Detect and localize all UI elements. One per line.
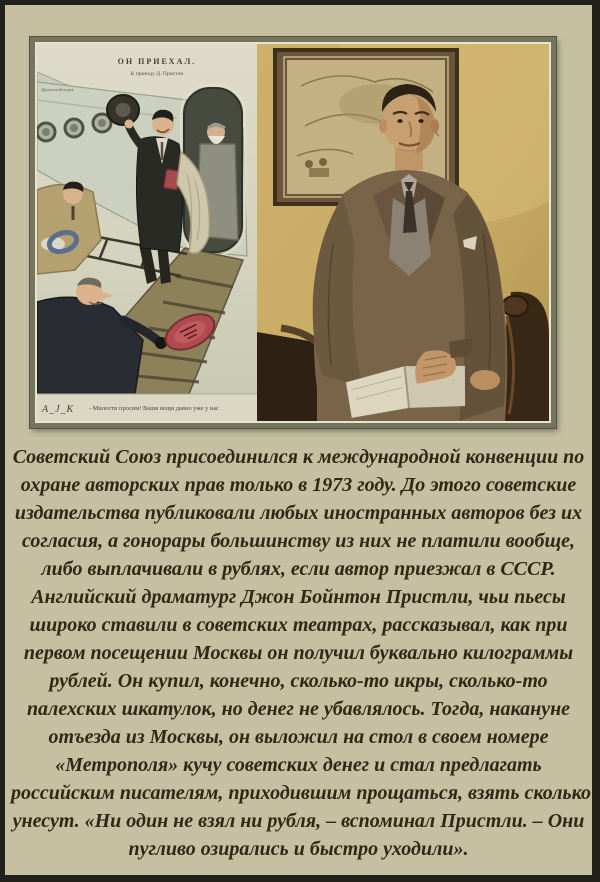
article-line: «Метрополя» кучу советских денег и стал предлагать	[55, 754, 542, 776]
article-line: палехских шкатулок, но денег не убавлялось. Тогда, накануне	[26, 698, 571, 720]
cartoon-credit: Дружеский шарж	[41, 87, 74, 92]
article-line: Советский Союз присоединился к международной конвенции по	[12, 446, 585, 468]
photo-composite	[35, 42, 551, 423]
article-line: рублей. Он купил, конечно, сколько-то икры, сколько-то	[49, 670, 548, 692]
article-line: согласия, а гонорары большинству из них не платили вообще,	[22, 530, 575, 552]
portrait-panel	[257, 44, 549, 421]
cartoon-illustration	[37, 44, 257, 421]
article-line: широко ставили в советских театрах, рассказывал, как при	[29, 614, 568, 636]
artist-signature: А_J_К	[42, 404, 75, 415]
waved-hat	[107, 95, 139, 125]
page-background	[5, 5, 592, 875]
article-line: пугливо озирались и быстро уходили».	[128, 838, 469, 860]
left-hand	[470, 370, 500, 390]
article-line: Английский драматург Джон Бойнтон Пристли, чьи пьесы	[31, 586, 566, 608]
cartoon-caption: - Милости просим! Ваши вещи давно уже у нас	[89, 405, 219, 412]
article-line: первом посещении Москвы он получил буквально килограммы	[23, 642, 574, 664]
article-line: охране авторских прав только в 1973 году. До этого советские	[20, 474, 577, 496]
article-line: унесут. «Ни один не взял ни рубля, – вспоминал Пристли. – Они	[12, 810, 585, 832]
article-line: издательства публиковали любых иностранных авторов без их	[14, 502, 583, 524]
article-line: либо выплачивали в рублях, если автор приезжал в СССР.	[41, 558, 556, 580]
article-line: отъезда из Москвы, он выложил на стол в своем номере	[48, 726, 549, 748]
cartoon-panel	[37, 44, 257, 421]
cartoon-subtitle: К приезду Д. Пристли	[130, 71, 184, 77]
photo-frame	[30, 37, 556, 428]
cartoon-title: ОН ПРИЕХАЛ.	[117, 57, 197, 66]
article-line: российским писателям, приходившим прощаться, взять сколько	[11, 782, 591, 804]
portrait-painting	[257, 44, 549, 421]
article-text	[11, 443, 591, 863]
caption-strip	[37, 394, 257, 421]
